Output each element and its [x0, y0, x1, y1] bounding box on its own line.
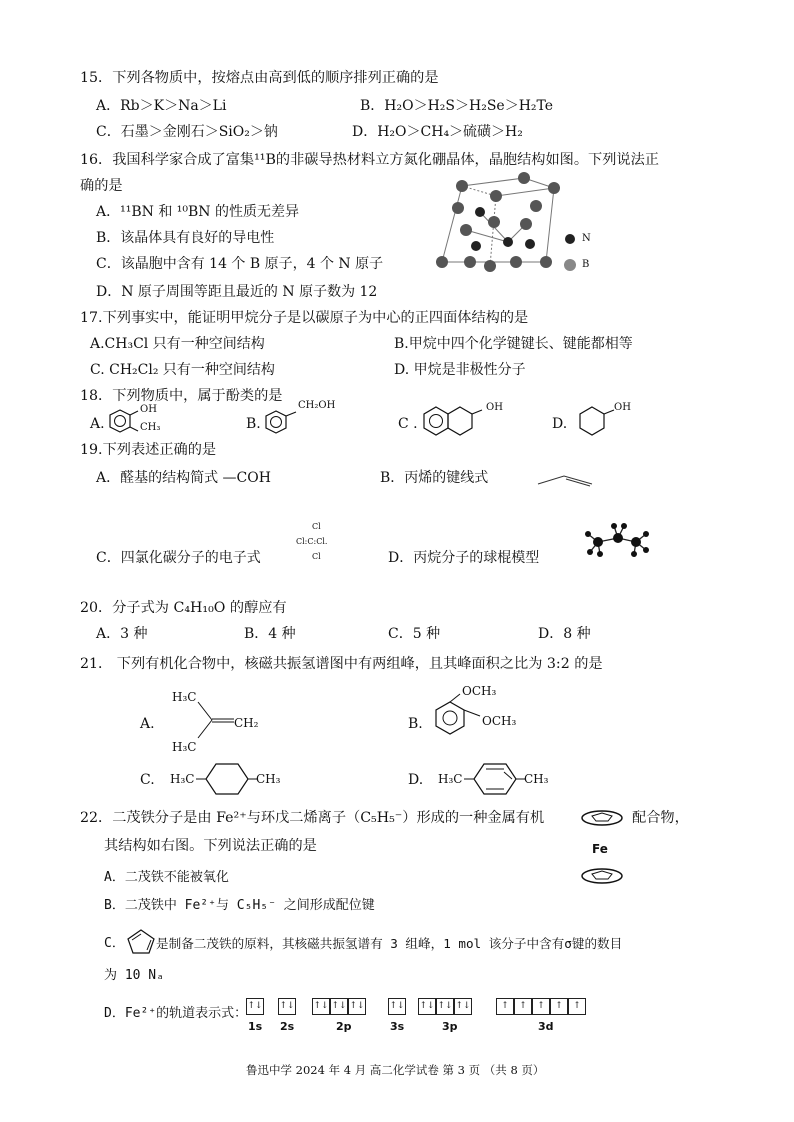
q21-option-d: D.: [408, 772, 424, 788]
q16-stem-line2: 确的是: [80, 178, 123, 194]
q22-stem-line1-end: 配合物，: [632, 810, 689, 826]
crystal-cell-figure: [436, 172, 576, 282]
q21-option-c: C.: [140, 772, 155, 788]
q19-stem: 19.下列表述正确的是: [80, 442, 217, 458]
legend-dots: [564, 233, 578, 273]
q22-option-b: B．二茂铁中 Fe²⁺与 C₅H₅⁻ 之间形成配位键: [104, 898, 375, 913]
orbital-box: ↑↓: [312, 998, 330, 1015]
q22-stem-line2: 其结构如右图。下列说法正确的是: [104, 838, 317, 854]
benzyl-alcohol-structure: [264, 408, 300, 438]
orbital-box: ↑↓: [388, 998, 406, 1015]
ccl4-bottom-cl: Cl: [312, 552, 321, 561]
orbital-box: ↑↓: [246, 998, 264, 1015]
q21d-ch3: CH₃: [524, 772, 549, 786]
orbital-label-3p: 3p: [442, 1020, 458, 1033]
q21b-och3-top: OCH₃: [462, 684, 497, 698]
q15-option-c: C．石墨＞金刚石＞SiO₂＞钠: [96, 124, 278, 140]
q21-option-a: A.: [140, 716, 155, 732]
q16-stem-line1: 16．我国科学家合成了富集¹¹B的非碳导热材料立方氮化硼晶体，晶胞结构如图。下列说法正: [80, 152, 659, 168]
q17-option-c: C. CH₂Cl₂ 只有一种空间结构: [90, 362, 275, 378]
orbital-label-2p: 2p: [336, 1020, 352, 1033]
q17-option-a: A.CH₃Cl 只有一种空间结构: [90, 336, 265, 352]
ferrocene-fe-label: Fe: [592, 842, 608, 856]
o-cresol-structure: [108, 408, 142, 438]
orbital-box: ↑: [496, 998, 514, 1015]
q18-stem: 18．下列物质中，属于酚类的是: [80, 388, 283, 404]
orbital-box: ↑: [568, 998, 586, 1015]
q21a-h3c-bottom: H₃C: [172, 740, 197, 754]
q21-stem: 21． 下列有机化合物中，核磁共振氢谱图中有两组峰，且其峰面积之比为 3:2 的是: [80, 656, 603, 672]
q21d-h3c: H₃C: [438, 772, 463, 786]
q16-option-c: C．该晶胞中含有 14 个 B 原子，4 个 N 原子: [96, 256, 384, 272]
propane-ball-stick-model: [584, 520, 654, 560]
q20-option-b: B．4 种: [244, 626, 296, 642]
q22-option-c-prefix: C．: [104, 936, 125, 951]
orbital-label-3d: 3d: [538, 1020, 554, 1033]
p-xylene-ring: [464, 760, 528, 800]
q17-stem: 17.下列事实中，能证明甲烷分子是以碳原子为中心的正四面体结构的是: [80, 310, 529, 326]
orbital-box: ↑↓: [278, 998, 296, 1015]
q18d-oh: OH: [614, 402, 631, 413]
q17-option-b: B.甲烷中四个化学键键长、键能都相等: [394, 336, 633, 352]
q21c-h3c: H₃C: [170, 772, 195, 786]
q22-option-c-text: 是制备二茂铁的原料，其核磁共振氢谱有 3 组峰，1 mol 该分子中含有σ键的数目: [156, 936, 623, 951]
orbital-label-3s: 3s: [390, 1020, 405, 1033]
ccl4-middle: Cl:C:Cl.: [296, 537, 328, 546]
q18-option-b: B.: [246, 416, 261, 432]
cyclohexanol-structure: [578, 404, 618, 438]
propene-skeletal-structure: [536, 472, 596, 488]
orbital-box: ↑↓: [330, 998, 348, 1015]
q18-option-d: D.: [552, 416, 568, 432]
legend-n-label: N: [582, 233, 591, 244]
orbital-box: ↑: [514, 998, 532, 1015]
q18a-ch3: CH₃: [140, 422, 161, 433]
isobutene-bonds: [196, 698, 236, 742]
tetralol-structure: [422, 404, 486, 438]
q18-option-a: A.: [90, 416, 105, 432]
q16-option-d: D．N 原子周围等距且最近的 N 原子数为 12: [96, 284, 378, 300]
q19-option-a: A．醛基的结构简式 —COH: [96, 470, 271, 486]
orbital-box: ↑↓: [418, 998, 436, 1015]
q18b-ch2oh: CH₂OH: [298, 400, 336, 411]
ccl4-top-cl: Cl: [312, 522, 321, 531]
q21b-och3-side: OCH₃: [482, 714, 517, 728]
q17-option-d: D. 甲烷是非极性分子: [394, 362, 526, 378]
q22-stem-line1: 22．二茂铁分子是由 Fe²⁺与环戊二烯离子（C₅H₅⁻）形成的一种金属有机: [80, 810, 545, 826]
orbital-label-1s: 1s: [248, 1020, 263, 1033]
q18c-oh: OH: [486, 402, 503, 413]
orbital-box: ↑↓: [436, 998, 454, 1015]
dimethylcyclohexane-ring: [196, 760, 260, 800]
q22-option-d: D．Fe²⁺的轨道表示式：: [104, 1006, 248, 1021]
q18a-oh: OH: [140, 404, 157, 415]
orbital-box: ↑↓: [454, 998, 472, 1015]
q20-option-d: D．8 种: [538, 626, 591, 642]
legend-b-label: B: [582, 259, 590, 270]
q21a-ch2: CH₂: [234, 716, 259, 730]
q21-option-b: B.: [408, 716, 423, 732]
cyclopentadiene-structure: [126, 928, 158, 956]
orbital-box: ↑: [550, 998, 568, 1015]
q19-option-d: D．丙烷分子的球棍模型: [388, 550, 540, 566]
q21c-ch3: CH₃: [256, 772, 281, 786]
orbital-box: ↑: [532, 998, 550, 1015]
page-footer: 鲁迅中学 2024 年 4 月 高二化学试卷 第 3 页 （共 8 页）: [246, 1063, 545, 1077]
q22-option-a: A．二茂铁不能被氧化: [104, 870, 229, 885]
q19-option-b: B．丙烯的键线式: [380, 470, 489, 486]
q15-option-d: D．H₂O＞CH₄＞硫磺＞H₂: [352, 124, 523, 140]
q15-option-b: B．H₂O＞H₂S＞H₂Se＞H₂Te: [360, 98, 554, 114]
q22-option-c-line2: 为 10 Nₐ: [104, 968, 164, 983]
q20-option-a: A．3 种: [96, 626, 148, 642]
q16-option-a: A．¹¹BN 和 ¹⁰BN 的性质无差异: [96, 204, 299, 220]
q15-option-a: A．Rb＞K＞Na＞Li: [96, 98, 227, 114]
q21a-h3c-top: H₃C: [172, 690, 197, 704]
q20-option-c: C．5 种: [388, 626, 441, 642]
orbital-label-2s: 2s: [280, 1020, 295, 1033]
orbital-box: ↑↓: [348, 998, 366, 1015]
fe2-orbital-diagram: [246, 998, 616, 1038]
q18-option-c: C .: [398, 416, 418, 432]
q19-option-c: C．四氯化碳分子的电子式: [96, 550, 261, 566]
q20-stem: 20．分子式为 C₄H₁₀O 的醇应有: [80, 600, 287, 616]
q15-stem: 15．下列各物质中，按熔点由高到低的顺序排列正确的是: [80, 70, 439, 86]
q16-option-b: B．该晶体具有良好的导电性: [96, 230, 275, 246]
